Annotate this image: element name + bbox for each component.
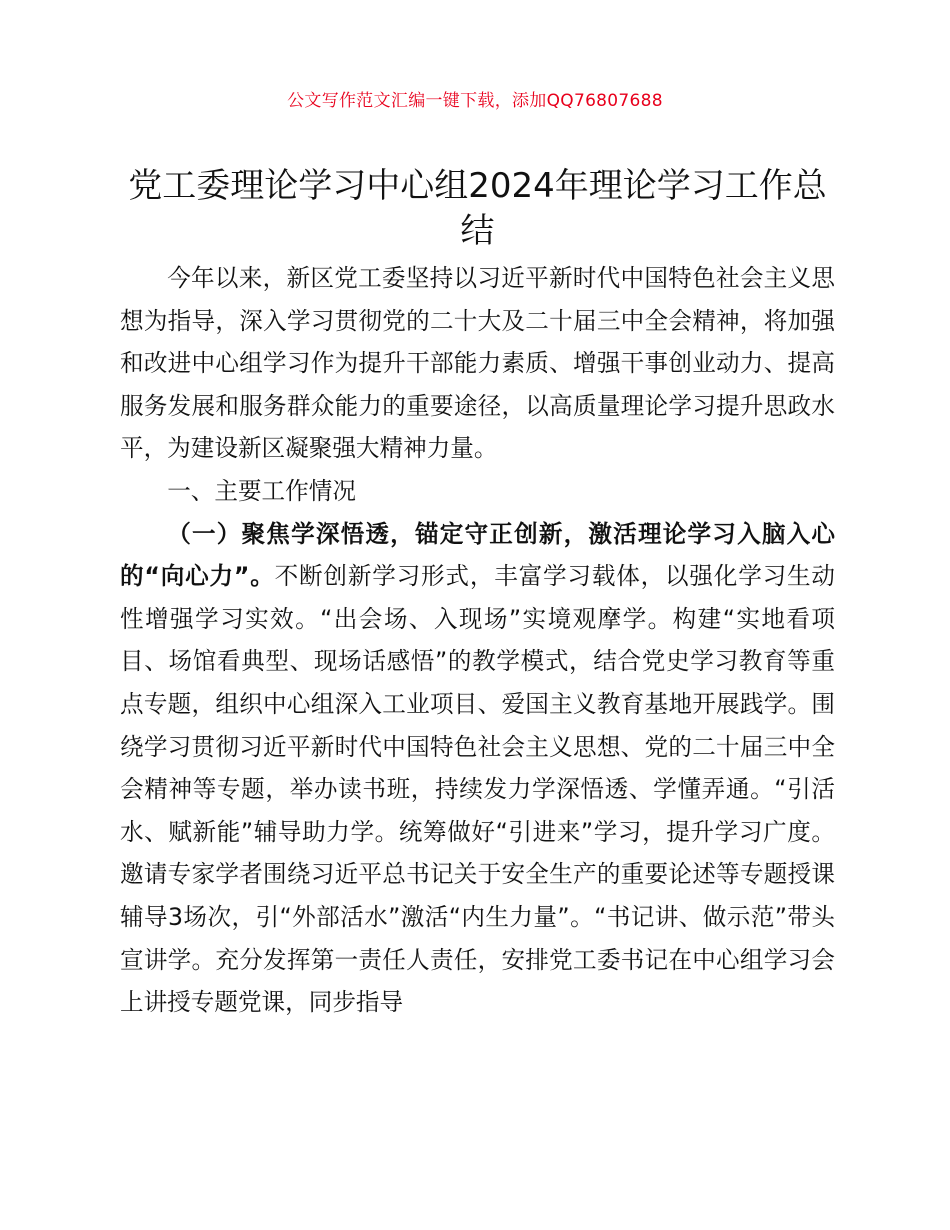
subsection-body: 不断创新学习形式，丰富学习载体，以强化学习生动性增强学习实效。“出会场、入现场”实境观摩学。构建“实地看项目、场馆看典型、现场话感悟”的教学模式，结合党史学习教育等重点专题，组织中心组深入工业项目、爱国主义教育基地开展践学。围绕学习贯彻习近平新时代中国特色社会主义思想、党的二十届三中全会精神等专题，举办读书班，持续发力学深悟透、学懂弄通。“引活水、赋新能”辅导助力学。统筹做好“引进来”学习，提升学习广度。邀请专家学者围绕习近平总书记关于安全生产的重要论述等专题授课辅导3场次，引“外部活水”激活“内生力量”。“书记讲、做示范”带头宣讲学。充分发挥第一责任人责任，安排党工委书记在中心组学习会上讲授专题党课，同步指导	[120, 562, 836, 1017]
watermark-header: 公文写作范文汇编一键下载，添加QQ76807688	[287, 91, 663, 111]
section-heading: 一、主要工作情况	[167, 476, 356, 505]
document-title: 党工委理论学习中心组2024年理论学习工作总结	[128, 166, 827, 251]
subsection-paragraph	[120, 513, 835, 1024]
intro-paragraph: 今年以来，新区党工委坚持以习近平新时代中国特色社会主义思想为指导，深入学习贯彻党的二十大及二十届三中全会精神，将加强和改进中心组学习作为提升干部能力素质、增强干事创业动力、提高服务发展和服务群众能力的重要途径，以高质量理论学习提升思政水平，为建设新区凝聚强大精神力量。	[120, 264, 835, 463]
document-body	[120, 257, 835, 1024]
subsection-heading: （一）聚焦学深悟透，锚定守正创新，激活理论学习入脑入心的“向心力”。	[120, 519, 835, 591]
